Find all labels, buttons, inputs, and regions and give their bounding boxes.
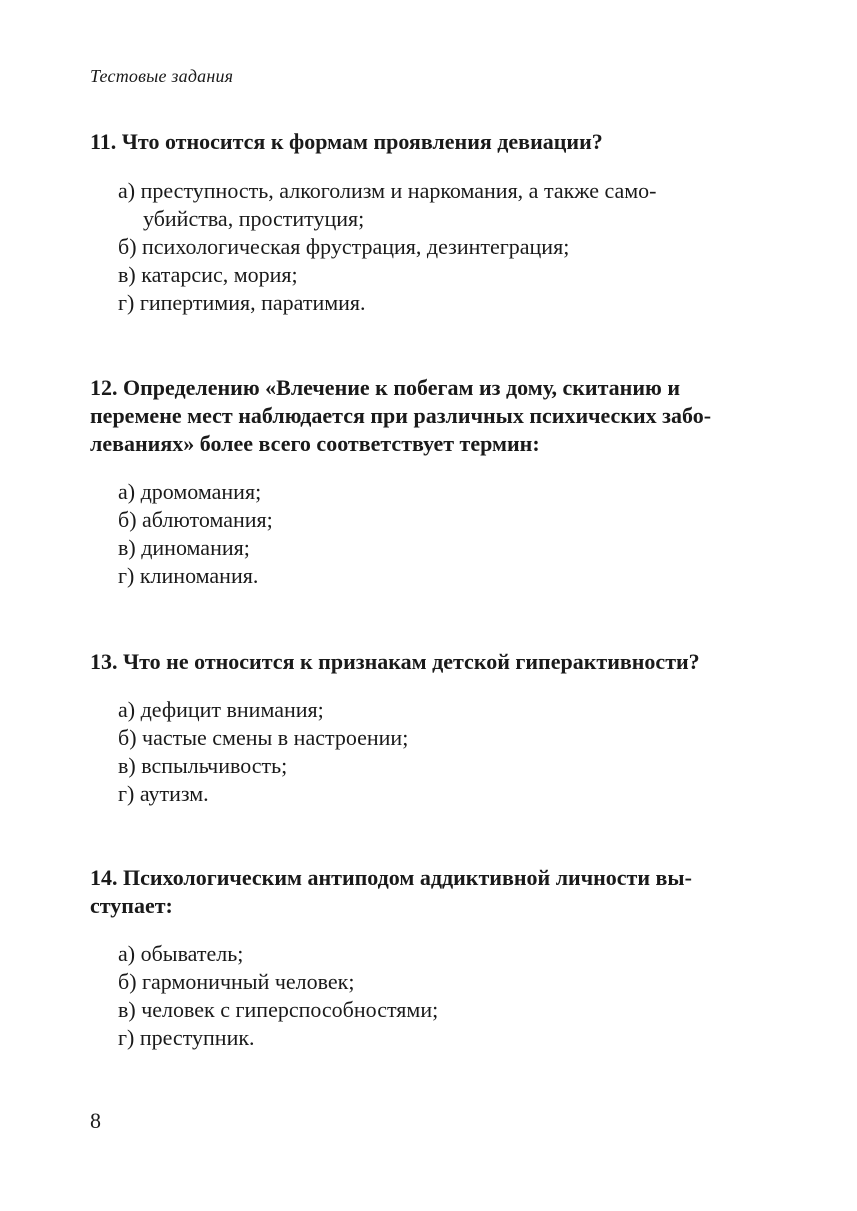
question-title-line: перемене мест наблюдается при различных психических забо- — [90, 403, 712, 428]
answer-option — [90, 996, 770, 1024]
answer-list — [90, 940, 770, 1052]
question-14 — [90, 864, 770, 1052]
question-title — [90, 648, 770, 676]
question-title — [90, 864, 770, 920]
answer-text: г) клиномания. — [118, 563, 259, 588]
question-title-line: леваниях» более всего соответствует термин: — [90, 431, 540, 456]
answer-option — [90, 506, 770, 534]
answer-option — [90, 696, 770, 724]
question-title-line: 12. Определению «Влечение к побегам из дому, скитанию и — [90, 375, 681, 400]
answer-option — [90, 478, 770, 506]
question-title-line: ступает: — [90, 893, 173, 918]
question-title — [90, 128, 770, 156]
answer-text: а) преступность, алкоголизм и наркомания, а также само- — [118, 178, 657, 203]
answer-text: б) аблютомания; — [118, 507, 273, 532]
answer-option — [90, 724, 770, 752]
answer-text: г) аутизм. — [118, 781, 209, 806]
question-11 — [90, 128, 770, 317]
answer-option — [90, 1024, 770, 1052]
answer-option — [90, 780, 770, 808]
answer-option — [90, 968, 770, 996]
answer-text: в) диномания; — [118, 535, 250, 560]
answer-option — [90, 534, 770, 562]
answer-text: г) преступник. — [118, 1025, 255, 1050]
answer-text: а) обыватель; — [118, 941, 244, 966]
question-12 — [90, 374, 770, 590]
answer-option — [90, 289, 770, 317]
running-head: Тестовые задания — [90, 66, 234, 86]
answer-text: а) дромомания; — [118, 479, 262, 504]
question-title-line: 13. Что не относится к признакам детской гиперактивности? — [90, 649, 700, 674]
answer-list — [90, 478, 770, 590]
answer-text: г) гипертимия, паратимия. — [118, 290, 366, 315]
answer-text: а) дефицит внимания; — [118, 697, 324, 722]
answer-text: в) вспыльчивость; — [118, 753, 288, 778]
answer-list — [90, 177, 770, 317]
answer-text: б) психологическая фрустрация, дезинтеграция; — [118, 234, 570, 259]
question-13 — [90, 648, 770, 808]
answer-text: в) человек с гиперспособностями; — [118, 997, 439, 1022]
answer-option — [90, 177, 770, 233]
question-title-line: 14. Психологическим антиподом аддиктивной личности вы- — [90, 865, 692, 890]
answer-text: б) гармоничный человек; — [118, 969, 355, 994]
answer-option — [90, 233, 770, 261]
question-title-line: 11. Что относится к формам проявления девиации? — [90, 129, 603, 154]
answer-option — [90, 261, 770, 289]
answer-text: б) частые смены в настроении; — [118, 725, 409, 750]
answer-text: в) катарсис, мория; — [118, 262, 298, 287]
page-number: 8 — [90, 1108, 101, 1133]
answer-list — [90, 696, 770, 808]
answer-option — [90, 562, 770, 590]
answer-option — [90, 752, 770, 780]
question-title — [90, 374, 770, 458]
answer-text-continued: убийства, проституция; — [143, 206, 365, 231]
answer-option — [90, 940, 770, 968]
